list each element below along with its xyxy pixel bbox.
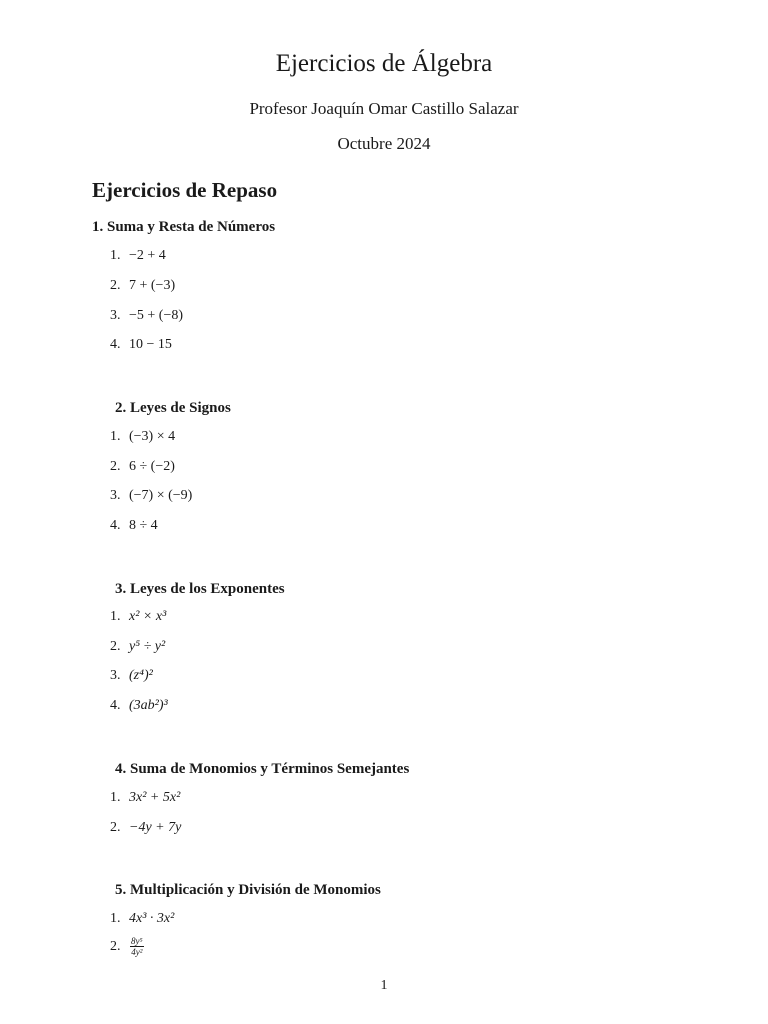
item-expression: 10 − 15 [129,337,172,352]
list-item [110,639,165,655]
fraction-numerator: 8y⁵ [131,936,143,946]
item-expression: (z⁴)² [129,668,153,683]
list-item [110,278,175,294]
item-expression: 8 ÷ 4 [129,518,158,533]
item-expression: −2 + 4 [129,248,166,263]
item-number: 2. [110,639,121,654]
item-expression: −5 + (−8) [129,308,184,323]
item-expression: y⁵ ÷ y² [129,639,166,654]
list-item [110,459,175,475]
list-item [110,790,180,806]
list-item [110,698,168,714]
list-item [110,308,183,324]
subsection-title: 1. Suma y Resta de Números [92,219,276,235]
item-expression: 4x³ · 3x² [129,911,175,926]
list-item [110,820,181,836]
item-number: 4. [110,337,121,352]
item-number: 3. [110,488,121,503]
list-item [110,518,158,534]
item-number: 1. [110,609,121,624]
subsection-title: 4. Suma de Monomios y Términos Semejantes [115,761,410,777]
item-number: 2. [110,820,121,835]
section-title: Ejercicios de Repaso [92,178,278,202]
item-number: 4. [110,518,121,533]
item-number: 3. [110,308,121,323]
subsection-title: 3. Leyes de los Exponentes [115,581,285,597]
list-item [110,488,192,504]
item-expression: 7 + (−3) [129,278,176,293]
item-expression: (−3) × 4 [129,429,176,444]
item-number: 3. [110,668,121,683]
item-expression: −4y + 7y [129,820,182,835]
fraction-denominator: 4y² [131,947,143,957]
document-date: Octubre 2024 [337,134,431,153]
list-item [110,248,166,264]
item-number: 4. [110,698,121,713]
page-number: 1 [380,978,388,993]
document-author: Profesor Joaquín Omar Castillo Salazar [249,99,519,118]
item-number: 1. [110,248,121,263]
fraction [130,936,144,957]
subsection-title: 2. Leyes de Signos [115,400,231,416]
list-item [110,609,166,625]
item-number: 2. [110,938,121,954]
list-item [110,936,144,957]
item-expression: 6 ÷ (−2) [129,459,175,474]
list-item [110,337,172,353]
item-number: 2. [110,459,121,474]
item-expression: 3x² + 5x² [129,790,181,805]
document-title: Ejercicios de Álgebra [275,50,493,77]
item-number: 1. [110,911,121,926]
list-item [110,668,153,684]
list-item [110,429,175,445]
item-expression: x² × x³ [129,609,167,624]
list-item [110,911,174,927]
item-number: 1. [110,429,121,444]
item-number: 1. [110,790,121,805]
item-number: 2. [110,278,121,293]
item-expression: (−7) × (−9) [129,488,193,503]
item-expression: (3ab²)³ [129,698,168,713]
subsection-title: 5. Multiplicación y División de Monomios [115,882,381,898]
